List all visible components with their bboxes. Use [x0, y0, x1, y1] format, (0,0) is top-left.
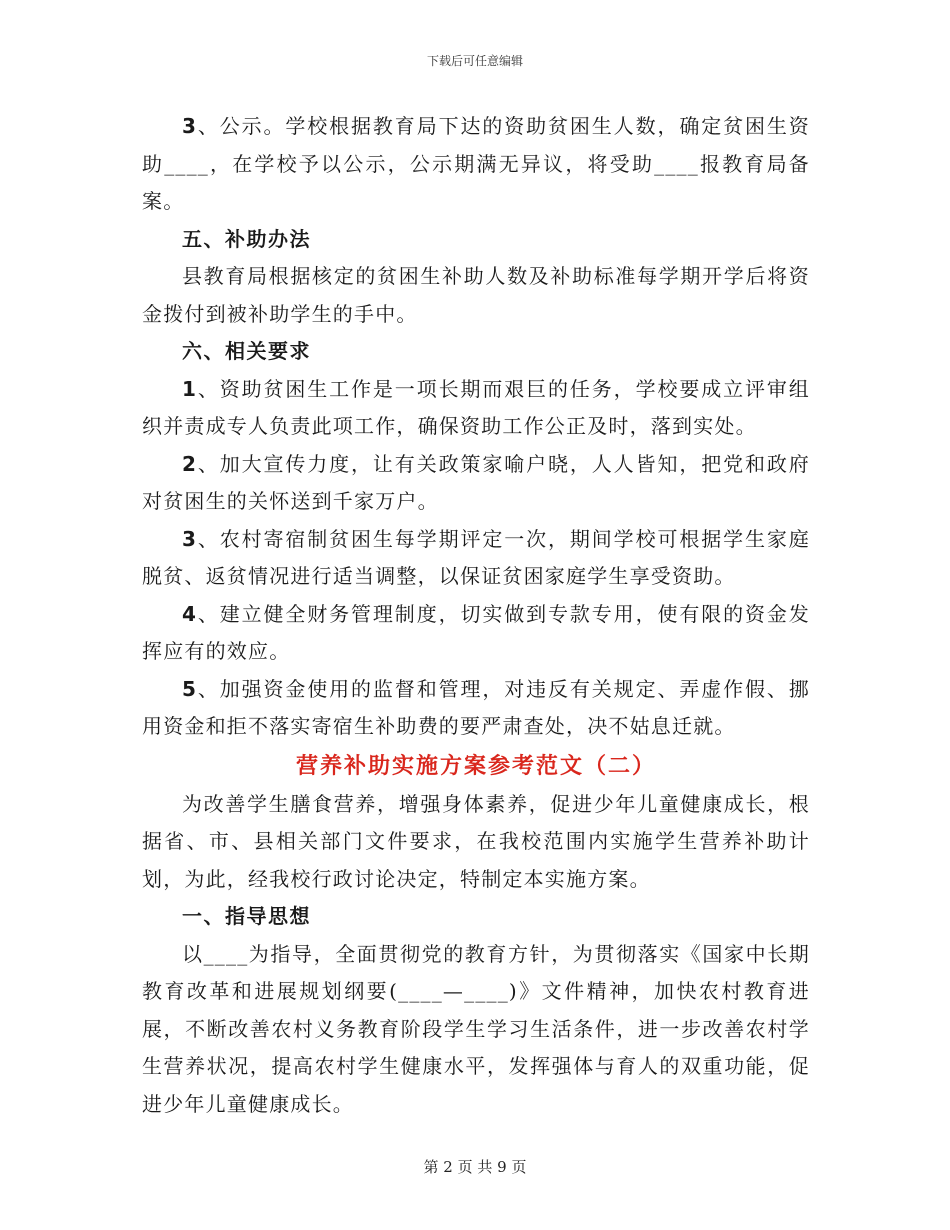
paragraph-text: 、农村寄宿制贫困生每学期评定一次，期间学校可根据学生家庭脱贫、返贫情况进行适当调整，以保证贫困家庭学生享受资助。	[142, 526, 810, 588]
item-number: 2	[182, 451, 198, 476]
paragraph-subsidy-method	[142, 258, 810, 333]
item-number: 1	[182, 376, 198, 401]
paragraph-text: 以____为指导，全面贯彻党的教育方针，为贯彻落实《国家中长期教育改革和进展规划纲要(____—____)》文件精神，加快农村教育进展，不断改善农村义务教育阶段学生学习生活条件，进一步改善农村学生营养状况，提高农村学生健康水平，发挥强体与育人的双重功能，促进少年儿童健康成长。	[142, 941, 810, 1116]
item-number: 4	[182, 601, 198, 626]
paragraph-requirement-2	[142, 446, 810, 521]
paragraph-requirement-5	[142, 671, 810, 746]
section-heading-requirements: 六、相关要求	[182, 339, 311, 363]
paragraph-intro	[142, 786, 810, 899]
paragraph-text: 、加大宣传力度，让有关政策家喻户晓，人人皆知，把党和政府对贫困生的关怀送到千家万户。	[142, 451, 810, 513]
item-number: 5	[182, 676, 198, 701]
paragraph-text: 县教育局根据核定的贫困生补助人数及补助标准每学期开学后将资金拨付到被补助学生的手中。	[142, 264, 810, 326]
page-number: 第 2 页 共 9 页	[423, 1158, 527, 1176]
paragraph-text: 为改善学生膳食营养，增强身体素养，促进少年儿童健康成长，根据省、市、县相关部门文件要求，在我校范围内实施学生营养补助计划，为此，经我校行政讨论决定，特制定本实施方案。	[142, 791, 810, 891]
paragraph-text: 、公示。学校根据教育局下达的资助贫困生人数，确定贫困生资助____，在学校予以公示，公示期满无异议，将受助____报教育局备案。	[142, 114, 810, 213]
paragraph-guiding-ideology	[142, 936, 810, 1124]
item-number: 3	[182, 526, 198, 551]
paragraph-requirement-3	[142, 521, 810, 596]
paragraph-text: 、建立健全财务管理制度，切实做到专款专用，使有限的资金发挥应有的效应。	[142, 601, 810, 663]
section-heading-guiding-ideology: 一、指导思想	[182, 904, 311, 928]
paragraph-requirement-1	[142, 371, 810, 446]
paragraph-text: 、加强资金使用的监督和管理，对违反有关规定、弄虚作假、挪用资金和拒不落实寄宿生补助费的要严肃查处，决不姑息迁就。	[142, 676, 810, 738]
section-heading-subsidy-method: 五、补助办法	[182, 226, 311, 251]
paragraph-publicity	[142, 108, 810, 221]
document-section-title: 营养补助实施方案参考范文（二）	[295, 753, 656, 779]
paragraph-text: 、资助贫困生工作是一项长期而艰巨的任务，学校要成立评审组织并责成专人负责此项工作，确保资助工作公正及时，落到实处。	[142, 376, 810, 438]
header-note: 下载后可任意编辑	[426, 54, 523, 68]
paragraph-requirement-4	[142, 596, 810, 671]
item-number: 3	[182, 114, 198, 138]
document-body	[142, 108, 810, 1123]
